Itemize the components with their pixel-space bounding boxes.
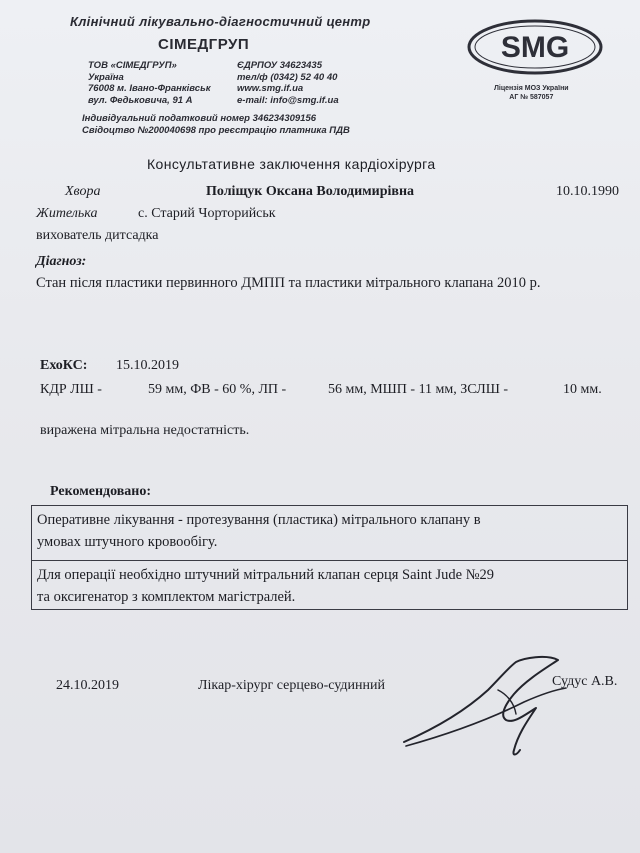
echo-date: 15.10.2019 <box>116 358 179 373</box>
echo-label: ЕхоКС: <box>40 358 88 373</box>
zslsh-value: 10 мм. <box>563 382 602 397</box>
contact-line: e-mail: info@smg.if.ua <box>237 94 339 106</box>
recommendation-line: Для операції необхідно штучний мітральний клапан серця Saint Jude №29 <box>37 567 495 583</box>
contacts-block <box>237 60 339 106</box>
tax-info-block <box>82 113 350 136</box>
recommendations-label: Рекомендовано: <box>50 484 152 499</box>
patient-label: Хвора <box>65 184 101 199</box>
patient-name: Поліщук Оксана Володимирівна <box>206 184 415 199</box>
recommendation-line: Оперативне лікування - протезування (пластика) мітрального клапану в <box>37 512 481 528</box>
recommendation-box-1 <box>31 505 628 561</box>
doctor-position: Лікар-хірург серцево-судинний <box>198 678 386 693</box>
license-block <box>494 84 569 102</box>
tax-line: Свідоцтво №200040698 про реєстрацію платника ПДВ <box>82 124 350 136</box>
license-line: Ліцензія МОЗ України <box>494 85 569 92</box>
echo-note: виражена мітральна недостатність. <box>40 423 250 438</box>
contact-line: тел/ф (0342) 52 40 40 <box>237 71 338 83</box>
license-line: АГ № 587057 <box>509 94 554 101</box>
address-line: Україна <box>88 71 124 83</box>
recommendation-line: та оксигенатор з комплектом магістралей. <box>37 589 296 605</box>
birth-date: 10.10.1990 <box>556 184 619 199</box>
recommendation-line: умовах штучного кровообігу. <box>37 534 218 550</box>
address-line: 76008 м. Івано-Франківськ <box>88 83 211 94</box>
document-title: Консультативне заключення кардіохірурга <box>147 156 436 172</box>
clinic-name: СІМЕДГРУП <box>158 36 250 53</box>
doctor-name: Судус А.В. <box>552 674 618 689</box>
handwritten-signature <box>396 650 576 760</box>
recommendation-box-2 <box>31 560 628 610</box>
logo-text: SMG <box>500 31 570 64</box>
clinic-center-title: Клінічний лікувально-діагностичний центр <box>70 14 371 29</box>
residence: с. Старий Чорторийськ <box>138 206 276 221</box>
occupation: вихователь дитсадка <box>36 228 159 243</box>
address-line: вул. Федьковича, 91 А <box>88 94 193 106</box>
kdr-label: КДР ЛШ - <box>40 382 102 397</box>
tax-line: Індивідуальний податковий номер 346234309156 <box>82 113 317 124</box>
residence-label: Жителька <box>36 206 98 221</box>
contact-line: www.smg.if.ua <box>237 83 304 94</box>
diagnosis-text: Стан після пластики первинного ДМПП та пластики мітрального клапана 2010 р. <box>36 275 541 291</box>
kdr-value: 59 мм, ФВ - 60 %, ЛП - <box>148 382 287 397</box>
smg-logo <box>466 18 604 76</box>
contact-line: ЄДРПОУ 34623435 <box>237 60 322 71</box>
diagnosis-label: Діагноз: <box>36 254 87 269</box>
address-block <box>88 60 211 106</box>
footer-date: 24.10.2019 <box>56 678 119 693</box>
address-line: ТОВ «СІМЕДГРУП» <box>88 60 177 71</box>
lp-value: 56 мм, МШП - 11 мм, ЗСЛШ - <box>328 382 509 397</box>
